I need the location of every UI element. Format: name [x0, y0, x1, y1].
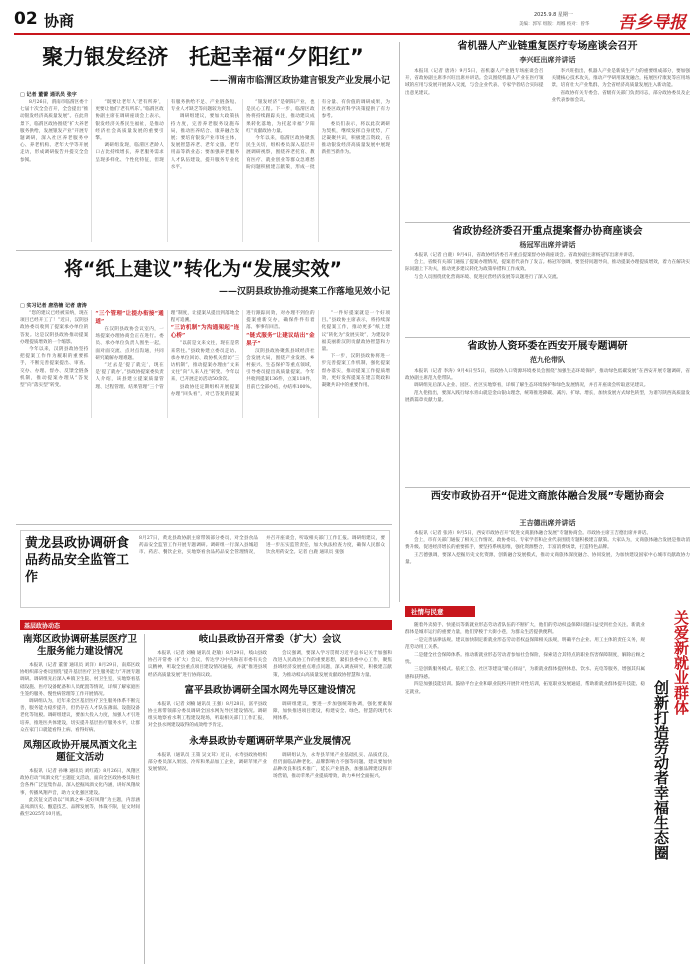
grassroots-item-para: 本报讯（记者 刘楠 通讯员 王强）8月28日，富平县政协主席带领部分委员调研全国水网先导区建设情况。调研组实地察看水利工程建设现场，听取相关部门工作汇报，对全县水网建设取得的成效给予肯定。: [148, 701, 267, 729]
grassroots-item-title: 永寿县政协专题调研苹果产业发展情况: [189, 735, 351, 747]
article2-para: “一件好提案就是一个好项目。”县政协主席表示，将持续深化提案工作，推动更多“纸上建议”转化为“发展实效”，为建设幸福美丽新汉阴贡献政协智慧和力量。: [321, 311, 390, 353]
news-para: 范九伦指出，要深入践行绿水青山就是金山银山理念，统筹推进降碳、减污、扩绿、增长，加快发展方式绿色转型，为谱写陕西高质量发展新篇章贡献力量。: [405, 390, 690, 403]
commentary-label: 社情与民意: [411, 608, 444, 616]
grassroots-item-para: 调研组认为，近年来全区基层医疗卫生服务体系不断完善，服务能力稳步提升，但仍存在人才队伍薄弱、设施设备老化等短板。调研组建议，要加大投入力度，加强人才引进培养，推进医共体建设，切实提升基层医疗服务水平，让群众在家门口就能看得上病、看得好病。: [20, 699, 140, 733]
article1-para: “既要让老年人‘老有所养’，更要让他们‘老有所乐’。”临渭区政协副主席在调研座谈会上表示，银发经济关系民生福祉，是推动经济社会高质量发展的重要引擎。: [95, 100, 164, 142]
article2-para: 县政协还定期组织开展提案办理“回头看”，对已答复的提案进行跟踪问效，对办理不到位的提案重新交办，确保件件有着落、事事有回音。: [170, 311, 315, 397]
article1-title: 聚力银发经济 托起幸福“夕阳红”: [42, 45, 364, 69]
news-para: 王吉德强调，要深入挖掘历史文化资源，创新融合发展模式，推动文商旅体深度融合、协同发展，为加快建设国家中心城市贡献政协力量。: [405, 552, 690, 565]
notice-title: 黄龙县政协调研食品药品安全监管工作: [25, 536, 130, 585]
column-divider: [399, 42, 400, 602]
grassroots-bar: [20, 620, 392, 630]
article2-para: “以前是文来文往，现在是常来常往。”县政协建立委员走访、承办单位回访、政协机关督访“三访机制”，推动提案办理由“文来文往”向“人来人往”转变。今年以来，已开展走访活动50余次。: [170, 341, 240, 383]
vertical-title-1: 关爱新就业群体: [672, 610, 690, 715]
grassroots-item-title: 南郑区政协调研基层医疗卫生服务能力建设情况: [22, 634, 137, 657]
article2-section-heading: “三个管理”让提办衔接“通道”: [95, 311, 164, 325]
article2-title: 将“纸上建议”转化为“发展实效”: [64, 258, 342, 280]
article2-subtitle: ——汉阴县政协推动提案工作落地见效小记: [218, 287, 390, 297]
article2-section-heading: “链式服务”让建议结出“金果子”: [246, 332, 315, 347]
grassroots-item-title: 富平县政协调研全国水网先导区建设情况: [184, 684, 356, 696]
news-para: 省政协有关专委会、省级有关部门负责同志，部分政协委员及企业代表参加会议。: [551, 90, 690, 103]
news-para: 会上，省级有关部门通报了提案办理情况，提案者代表作了发言。杨冠军强调，要坚持问题导向，推动提案办理提质增效，着力在解决实际问题上下功夫，推动更多建议转化为政策举措和工作成效。: [405, 260, 690, 273]
article2-byline: □ 实习记者 唐浩楠 记者 唐涛: [20, 303, 87, 309]
article1-para: 调研组发现，临渭区老龄人口占比持续增长，养老服务需求呈现多样化、个性化特征，但现有服务供给不足、产业链条短、专业人才缺乏等问题较为突出。: [95, 100, 240, 163]
article2-para: 下一步，汉阴县政协将进一步完善提案工作机制，强化提案督办落实，推动提案工作提质增效，更好发挥提案在建言资政和凝聚共识中的重要作用。: [321, 354, 390, 389]
grassroots-item-para: 会议强调，要深入学习贯彻习近平总书记关于加强和改进人民政协工作的重要思想，紧扣县委中心工作，聚焦县域经济发展重点难点问题，深入调查研究，积极建言献策，为推动岐山高质量发展贡献政协智慧和力量。: [273, 651, 392, 678]
notice-text: 8月27日，黄龙县政协副主席带领部分委员，对全县食品药品安全监管工作开展专题调研。调研组一行深入县城超市、药店、餐饮企业，实地察看食品药品安全管理情况，并召开座谈会，听取相关部门工作汇报。调研组建议，要进一步压实监管责任，加大执法检查力度，确保人民群众饮食用药安全。记者 白鹿 通讯员 张强: [139, 536, 385, 555]
commentary-para: 随着外卖骑手、快递员等新就业形态劳动者队伍的不断扩大，他们的劳动权益保障问题日益受到社会关注。新就业群体是城市运行的重要力量，他们穿梭于大街小巷，为群众生活提供便利。: [405, 623, 645, 636]
commentary-para: 一是完善法律法规。建议加快制定新就业形态劳动者权益保障相关法规，明确平台企业、用工主体的责任义务，规范劳动用工关系。: [405, 637, 645, 651]
article2-section-heading: “三访机制”为沟通架起“连心桥”: [170, 325, 240, 340]
article2-para: 今年以来，汉阴县政协坚持把提案工作作为履职的重要抓手，不断完善提案提出、审查、交办、办理、督办、反馈全链条机制，推动提案办理从“答复型”向“落实型”转变。: [20, 347, 89, 389]
article1-body: [20, 99, 390, 242]
header-rule: [14, 33, 690, 35]
news-para: 李兴旺指出，机器人产业是新质生产力的重要组成部分，要加强关键核心技术攻关，推动产学研用深度融合，拓展医疗康复等应用场景，培育壮大产业集群，为全省经济高质量发展注入新动能。: [551, 69, 690, 89]
divider: [405, 222, 690, 223]
article2-para: 在汉阴县政协会议室内，一场提案办理协商会正在进行。委员、承办单位负责人围坐一起，面对面交流、点对点沟通，共同研究破解办理难题。: [95, 327, 164, 361]
news-para: 本报讯（记者 白鹿）9月4日，省政协经济委召开重点提案督办协商座谈会。省政协副主席杨冠军出席并讲话。: [414, 253, 638, 258]
news-para: 本报讯（记者 唐涛）9月5日，省机器人产业链专场座谈会召开，省政协副主席李兴旺出席并讲话。会议围绕机器人产业在医疗领域的应用与发展开展深入交流，与会企业代表、专家学者结合实际提出意见建议。: [405, 69, 544, 96]
grassroots-item-title: 凤翔区政协开展凤酒文化主题征文活动: [22, 740, 137, 764]
news-para: 本报讯（记者 张涛）9月5日，西安市政协召开“促进文商旅体融合发展”专题协商会。市政协主席王吉德出席并讲话。: [414, 531, 652, 536]
commentary-body: [405, 622, 645, 962]
divider: [405, 337, 690, 338]
grassroots-item-para: 本报讯（记者 孙琳 通讯员 刘红霞）8月26日，凤翔区政协启动“凤酒文化”主题征文活动，面向全区政协委员和社会各界广泛征集作品，深入挖掘凤酒文化内涵，讲好凤翔故事，传播凤翔声音，助力文化强区建设。: [20, 769, 140, 796]
grassroots-item-para: 本报讯（记者 刘楠 通讯员 赵敏）8月29日，岐山县政协召开常委（扩大）会议，传达学习中央和省市委有关会议精神，听取全县重点项目建设情况通报，并就“推进县域经济高质量发展”进行协商议政。: [148, 651, 267, 678]
editor-line: 美编：郭军 组版：周娜 校对：曾华: [519, 22, 590, 27]
news-para: 本报讯（记者 李涛）9月4日至5日，省政协人口资源环境委员会围绕“加强生态环境保护，推动绿色低碳发展”在西安开展专题调研，省政协副主席范九伦带队。: [405, 369, 690, 382]
grassroots-item-para: 调研组认为，永寿县苹果产业基础扎实、品质优良，但仍面临品种老化、品牌影响力不强等问题。建议要加快品种改良和技术推广，延长产业链条，加强品牌建设和市场营销，推动苹果产业提质增效，助力乡村全面振兴。: [273, 752, 392, 780]
divider: [144, 634, 145, 964]
news-body: [405, 252, 690, 336]
grassroots-item-title: 岐山县政协召开常委（扩大）会议: [198, 634, 342, 645]
article1-para: 8月26日，渭南市临渭区委十七届十次全会召开，全会提出“推动银发经济高质量发展”。在此背景下，临渭区政协围绕“扩大养老服务供给，发展银发产业”开展专题调研，深入社区养老服务中心、养老机构、老年大学等开展走访，形成调研报告并提交全会参阅。: [20, 100, 89, 163]
date-line: 2025.9.8 星期一: [534, 12, 573, 18]
grassroots-item-para: 本报讯（通讯员 王策 吴文茸）近日，永寿县政协组织部分委员深入果园、冷库和果品加工企业，调研苹果产业发展情况。: [148, 752, 267, 773]
article1-para: 调研组建议，要加大政策扶持力度，完善养老服务设施布局，推动医养结合、康养融合发展；要培育银发产业市场主体，发展智慧养老、老年文旅、老年用品等新业态；要加强养老服务人才队伍建设，提升服务专业化水平。: [170, 114, 240, 170]
commentary-bar: [405, 606, 475, 617]
article1-byline: □ 记者 董蕾 通讯员 张宇: [20, 92, 77, 98]
news-title: 西安市政协召开“促进文商旅体融合发展”专题协商会: [430, 491, 665, 502]
commentary-vertical-title: [650, 610, 694, 965]
article1-para: “银发经济”是朝阳产业，也是民心工程。下一步，临渭区政协将持续跟踪关注，推动建议成果转化落地，为托起幸福“夕阳红”贡献政协力量。: [246, 100, 315, 134]
article2-para: “您的建议已经被采纳，现在项目已经开工了！”近日，汉阴县政协委员收到了提案承办单位的答复。这是汉阴县政协推动提案办理提质增效的一个缩影。: [20, 311, 89, 345]
news-subtitle: 王吉德出席并讲话: [519, 519, 576, 527]
news-para: 调研组先后深入企业、园区、社区实地察看，详细了解生态环境保护和绿色发展情况，并召开座谈会听取意见建议。: [414, 383, 649, 389]
news-title: 省政协经济委召开重点提案督办协商座谈会: [452, 226, 643, 237]
divider: [16, 524, 392, 525]
grassroots-label: 基层政协动态: [24, 623, 61, 630]
article1-para: 委员们表示，将以此次调研为契机，继续发挥自身优势，广泛凝聚共识，积极建言资政，在推动银发经济高质量发展中展现新担当新作为。: [321, 121, 390, 156]
article1-subtitle: ——渭南市临渭区政协建言银发产业发展小记: [209, 76, 390, 86]
masthead-logo: 吾乡导报: [618, 13, 686, 33]
commentary-para: 四是加强技能培训。鼓励平台企业和职业院校开展针对性培训，拓宽职业发展通道，帮助新就业群体提升技能、稳定就业。: [405, 682, 645, 695]
news-para: 与会人员围绕优化营商环境、促进民营经济发展等议题进行了深入交流。: [414, 274, 562, 280]
grassroots-col-1: [20, 634, 140, 964]
commentary-para: 三是创新服务模式。依托工会、社区等建设“暖心驿站”，为新就业群体提供休息、饮水、充电等服务，增强其归属感和获得感。: [405, 667, 645, 680]
article2-body: [20, 310, 390, 418]
news-body: [405, 368, 690, 488]
news-subtitle: 范九伦带队: [530, 356, 565, 364]
news-title: 省政协人资环委在西安开展专题调研: [467, 341, 628, 352]
article2-para: “过去是‘提了就完’，现在是‘提了就办’。”县政协提案委负责人介绍，该县建立提案质量管理、过程管理、结果管理“三个管理”制度，让提案从提出到落地全程可追溯。: [95, 311, 240, 390]
grassroots-item-para: 本报讯（记者 董蕾 通讯员 刘洋）8月29日，南郑区政协组织部分委员围绕“提升基层医疗卫生服务能力”开展专题调研。调研组先后深入乡镇卫生院、村卫生室，实地察看基础设施、医疗设备配备和人员配置等情况，详细了解家庭医生签约服务、慢性病管理等工作开展情况。: [20, 663, 140, 697]
commentary-para: 二是健全社会保障体系。推动新就业形态劳动者参加社会保险，探索适合其特点的职业伤害保障制度，解除后顾之忧。: [405, 652, 645, 666]
section-name: 协商: [44, 12, 75, 30]
news-body: [405, 530, 690, 600]
notice-box: [20, 530, 390, 608]
news-title: 省机器人产业链重复医疗专场座谈会召开: [457, 41, 638, 52]
grassroots-item-para: 此次征文活动以“凤酒之乡·美好凤翔”为主题，内容涵盖凤酒历史、酿造技艺、品牌发展等，体裁不限，征文时间截至2025年10月底。: [20, 797, 140, 818]
divider: [405, 487, 690, 488]
right-news-column: [405, 40, 690, 600]
grassroots-col-2: [148, 634, 392, 964]
grassroots-item-para: 调研组建议，要进一步加强统筹协调，强化要素保障，加快推进项目建设，构建安全、绿色、智慧的现代水网体系。: [273, 701, 392, 722]
vertical-title-2: 创新打造劳动者幸福生态圈: [652, 680, 670, 860]
news-subtitle: 李兴旺出席并讲话: [519, 56, 576, 64]
article1-para: 今年以来，临渭区政协聚焦民生关切，组织委员深入基层开展调研视察，围绕养老托育、教育医疗、就业创业等群众急难愁盼问题积极建言献策，形成一批有分量、有价值的调研成果，为区委区政府科学决策提供了有力参考。: [246, 100, 390, 170]
news-para: 会上，市有关部门通报了相关工作情况，政协委员、专家学者和企业代表围绕专题积极建言献策。大家认为，文商旅体融合发展是推动消费升级、促进经济增长的重要抓手，要坚持系统思维，强化资源整合，丰富消费场景，打造特色品牌。: [405, 538, 690, 551]
page-header: [14, 9, 690, 33]
news-body: [405, 68, 690, 188]
page-number: 02: [14, 9, 38, 29]
news-subtitle: 杨冠军出席并讲话: [519, 241, 576, 249]
article2-para: 汉阴县政协聚焦县域经济社会发展大局，围绕产业发展、乡村振兴、生态保护等重点领域，引导委员提出高质量提案。今年共收到提案136件，立案118件，目前已全部办结，办结率100%。: [246, 348, 315, 390]
divider: [16, 250, 392, 251]
